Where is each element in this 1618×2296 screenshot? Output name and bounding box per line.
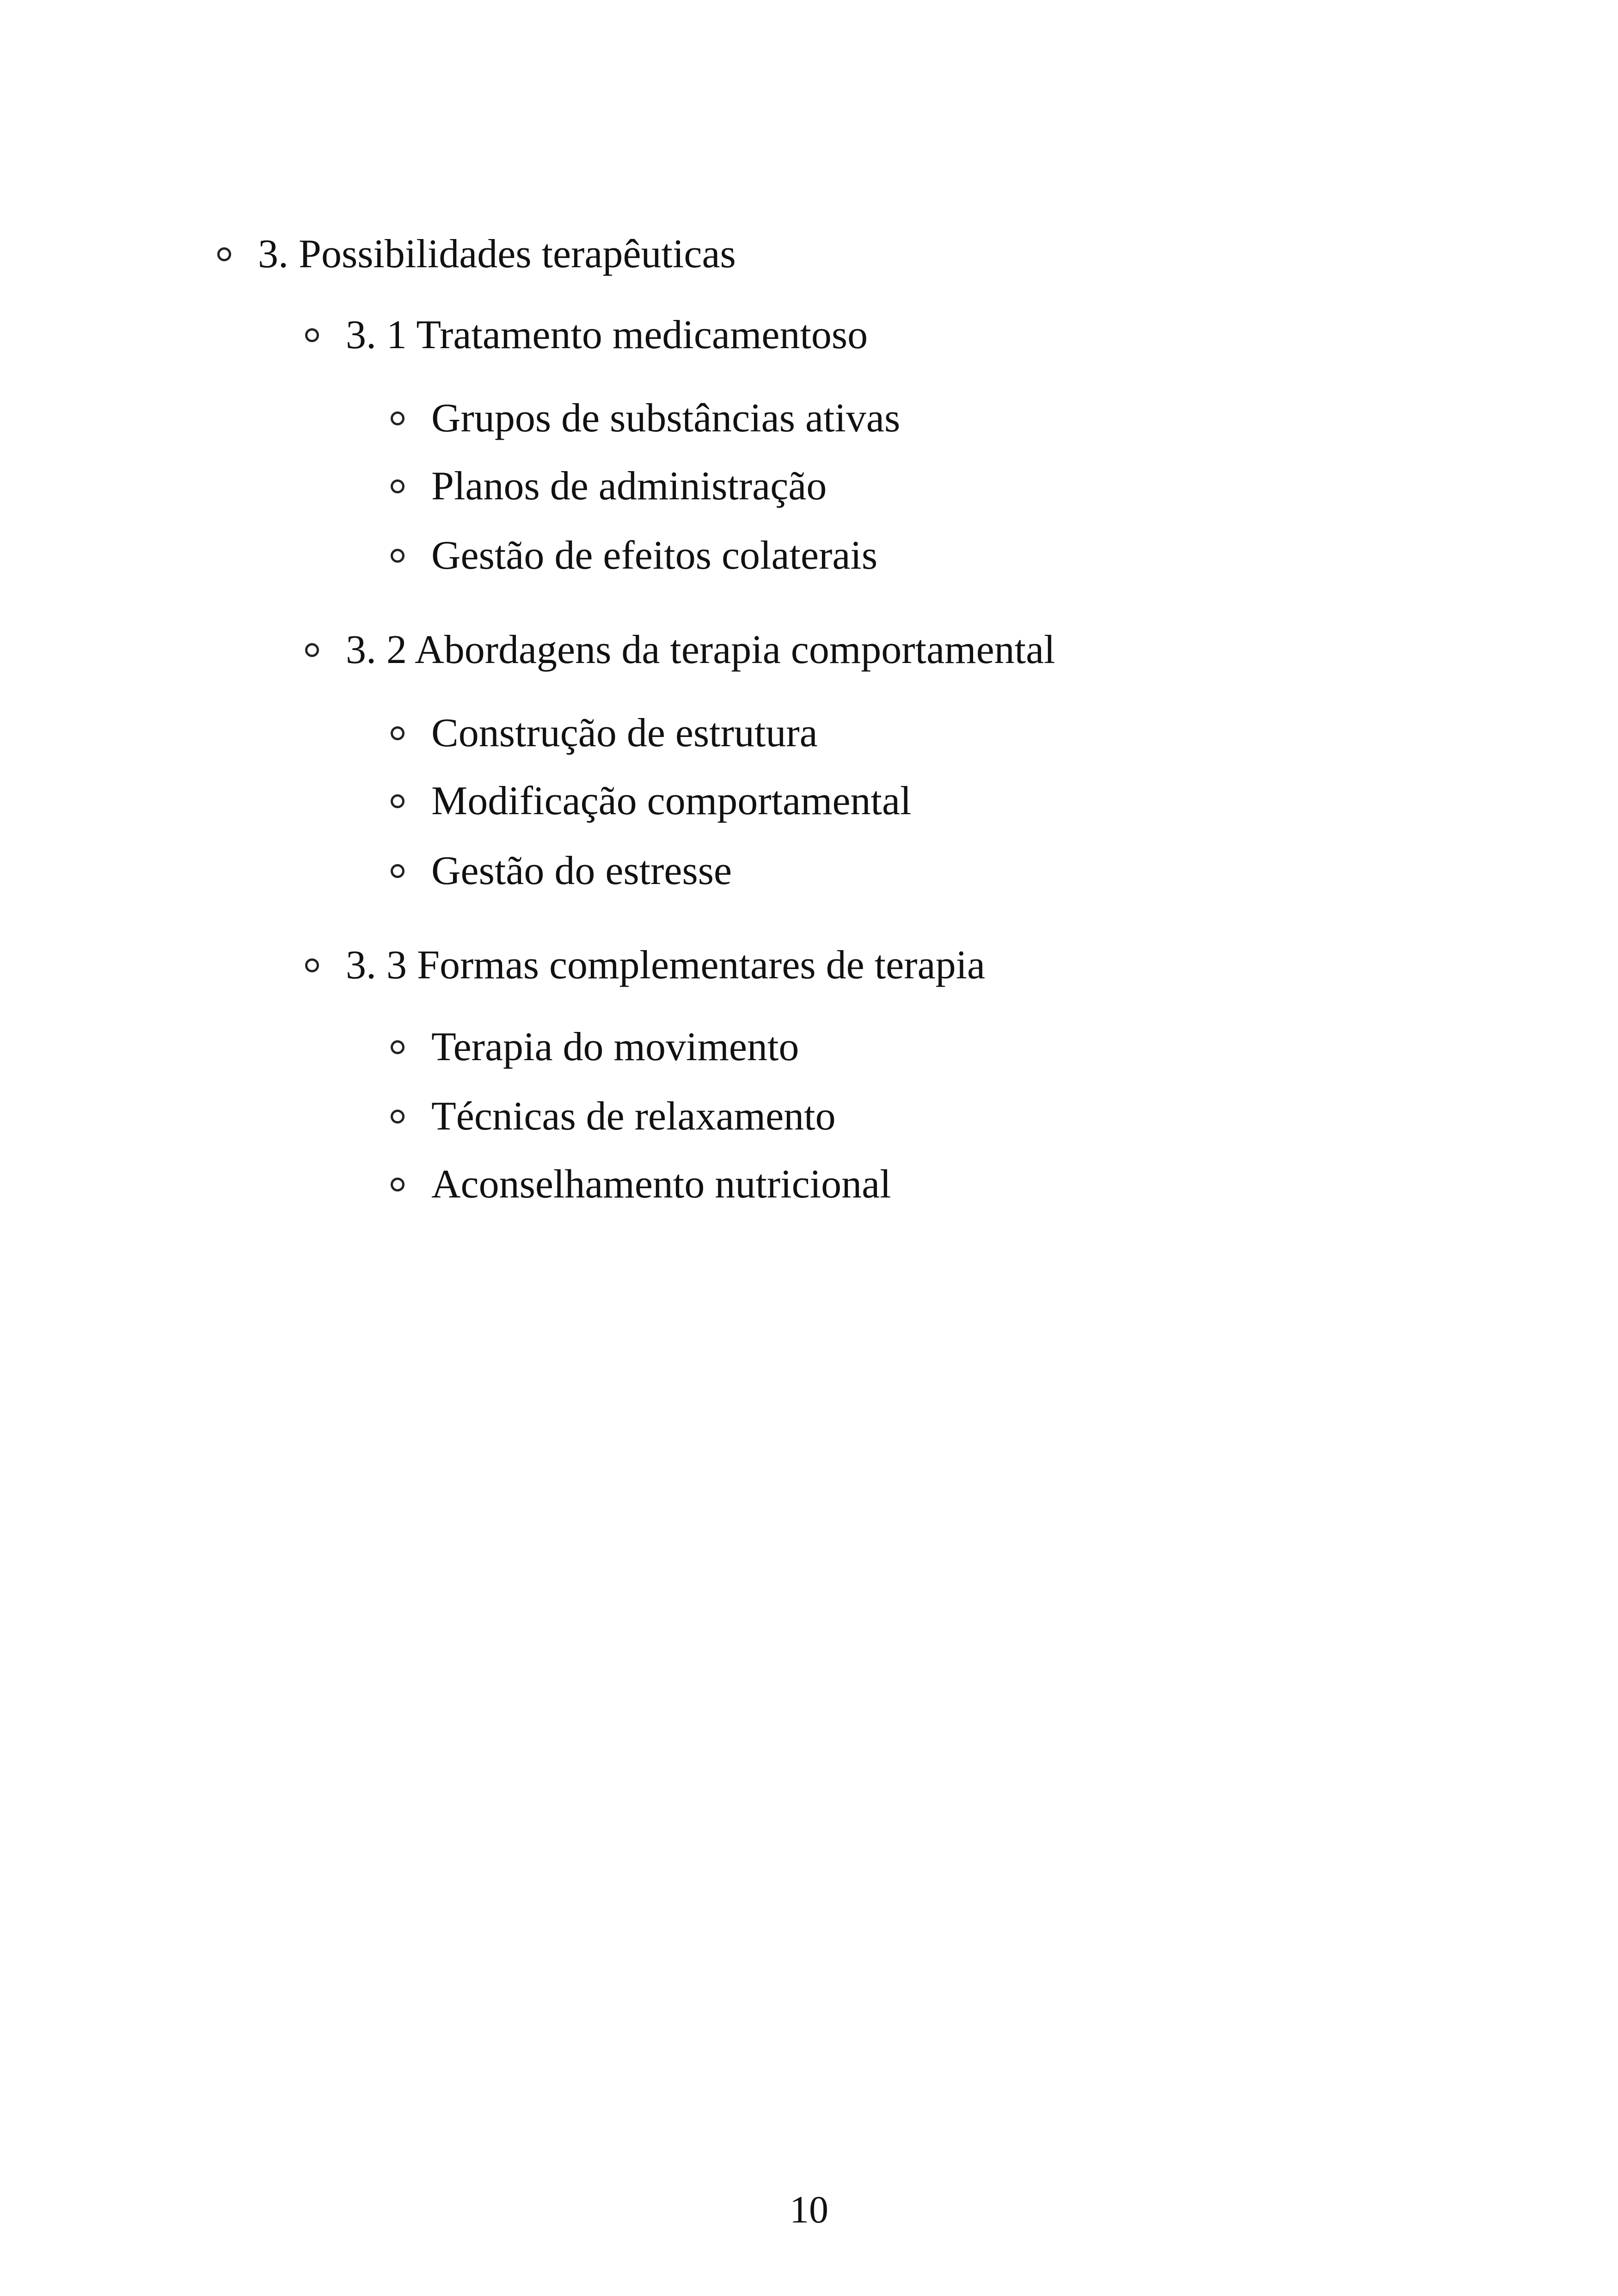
list-item <box>391 1159 891 1210</box>
section-label: 3. 2 Abordagens da terapia comportamental <box>346 627 1055 672</box>
list-item <box>391 530 877 581</box>
section-label: 3. 3 Formas complementares de terapia <box>346 943 986 988</box>
list-item-label: Modificação comportamental <box>431 779 912 823</box>
list-item-label: Técnicas de relaxamento <box>431 1094 836 1139</box>
list-item <box>391 846 732 896</box>
section-item-3-1 <box>305 310 868 361</box>
list-item-label: Gestão do estresse <box>431 848 732 893</box>
section-label: 3. 1 Tratamento medicamentoso <box>346 313 868 357</box>
outline-title: 3. Possibilidades terapêuticas <box>258 232 736 276</box>
hollow-bullet-icon <box>391 1178 404 1191</box>
hollow-bullet-icon <box>305 328 319 342</box>
list-item <box>391 1022 799 1073</box>
hollow-bullet-icon <box>305 958 319 972</box>
list-item <box>391 461 827 512</box>
hollow-bullet-icon <box>391 1040 404 1054</box>
list-item-label: Terapia do movimento <box>431 1025 799 1069</box>
hollow-bullet-icon <box>391 794 404 808</box>
list-item-label: Construção de estrutura <box>431 711 818 755</box>
hollow-bullet-icon <box>305 643 319 657</box>
list-item-label: Grupos de substâncias ativas <box>431 396 901 441</box>
list-item <box>391 393 900 444</box>
hollow-bullet-icon <box>391 864 404 878</box>
hollow-bullet-icon <box>391 411 404 425</box>
hollow-bullet-icon <box>391 479 404 493</box>
hollow-bullet-icon <box>391 549 404 563</box>
section-item-3-2 <box>305 625 1055 675</box>
list-item-label: Aconselhamento nutricional <box>431 1162 891 1207</box>
list-item <box>391 776 911 827</box>
list-item-label: Gestão de efeitos colaterais <box>431 533 878 578</box>
hollow-bullet-icon <box>391 1110 404 1123</box>
hollow-bullet-icon <box>217 247 231 261</box>
hollow-bullet-icon <box>391 726 404 740</box>
page-number: 10 <box>790 2188 828 2231</box>
list-item-label: Planos de administração <box>431 464 827 509</box>
outline-title-item <box>217 229 736 280</box>
section-item-3-3 <box>305 940 985 991</box>
list-item <box>391 708 818 759</box>
list-item <box>391 1091 836 1142</box>
